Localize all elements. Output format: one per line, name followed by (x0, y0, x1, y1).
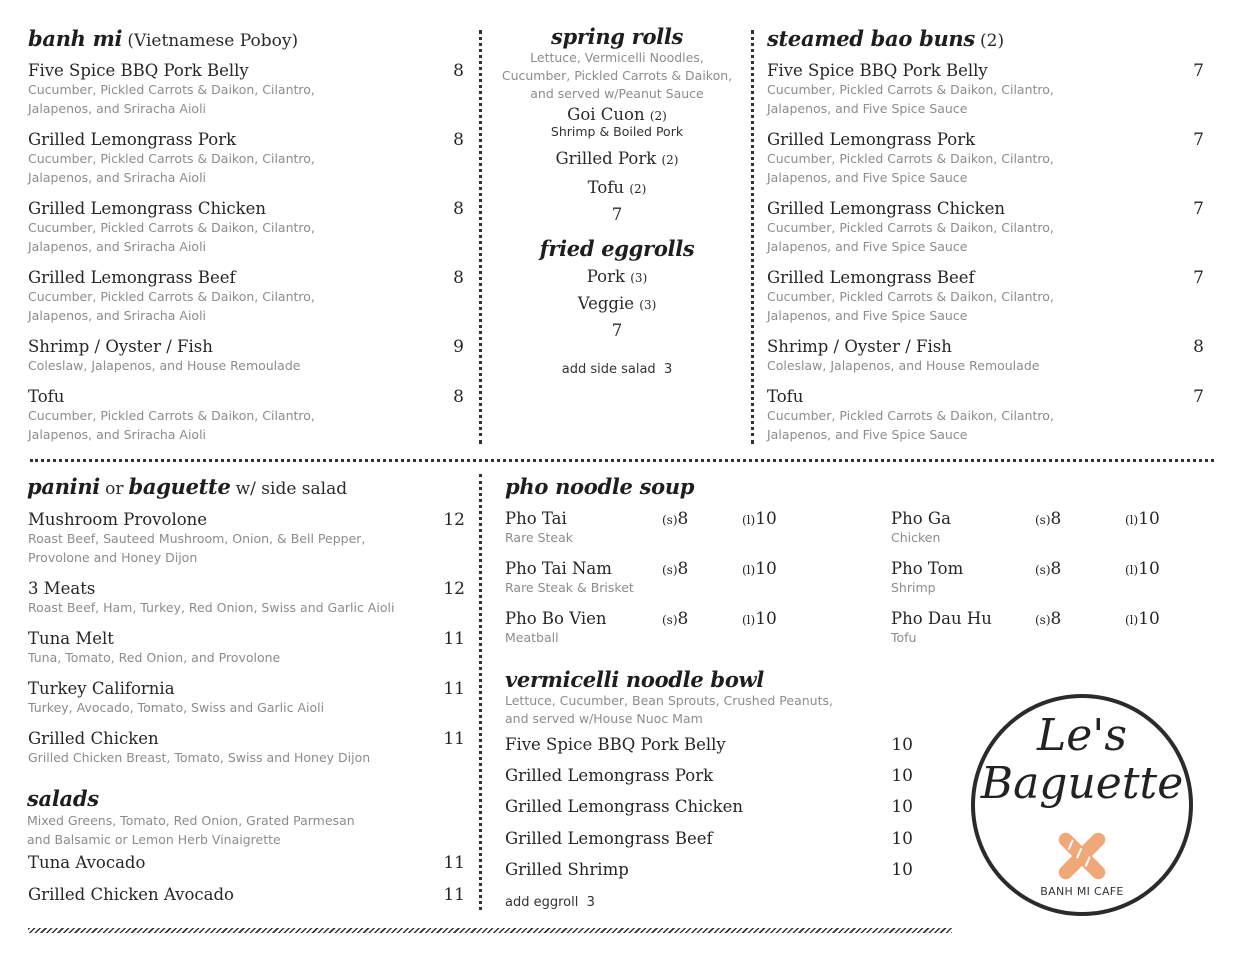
menu-item (767, 387, 1204, 444)
item-desc: Coleslaw, Jalapenos, and House Remoulade (767, 358, 1040, 373)
price-large: 10 (755, 609, 777, 629)
banh-mi-title: banh mi (28, 26, 123, 51)
logo-line2: Baguette (980, 758, 1184, 809)
item-price: 9 (453, 337, 464, 357)
item-price: 10 (891, 735, 913, 755)
fried-eggrolls-title: fried eggrolls (539, 236, 695, 261)
item-desc: Rare Steak & Brisket (505, 580, 634, 595)
item-price: 11 (443, 629, 465, 649)
item-desc: Jalapenos, and Five Spice Sauce (767, 308, 968, 323)
item-name: Grilled Lemongrass Chicken (767, 199, 1006, 218)
pho-price-small (1035, 559, 1061, 579)
price-small: 8 (677, 509, 689, 529)
menu-item (505, 860, 913, 879)
eggroll-pork (488, 267, 746, 286)
item-desc: Turkey, Avocado, Tomato, Swiss and Garlic Aioli (28, 700, 325, 715)
item-price: 11 (443, 885, 465, 905)
item-name: Grilled Chicken (28, 729, 159, 748)
price-large: 10 (1138, 559, 1160, 579)
salads-section (27, 786, 465, 849)
item-desc: Roast Beef, Sauteed Mushroom, Onion, & Bell Pepper, (28, 531, 366, 546)
size-label-small: (s) (662, 613, 678, 627)
item-desc: Cucumber, Pickled Carrots & Daikon, Cilantro, (28, 408, 315, 423)
price-small: 8 (1050, 609, 1062, 629)
pho-price-large (1125, 509, 1160, 529)
item-desc: Jalapenos, and Sriracha Aioli (28, 170, 207, 185)
item-price: 7 (1193, 199, 1204, 219)
pho-price-large (742, 559, 777, 579)
menu-item (28, 268, 464, 325)
item-name: Grilled Lemongrass Pork (505, 766, 714, 785)
eggroll-veggie-name: Veggie (577, 294, 635, 313)
item-name: Grilled Lemongrass Beef (28, 268, 236, 287)
menu-item (28, 729, 465, 767)
eggroll-pork-name: Pork (586, 267, 625, 286)
menu-item (767, 337, 1204, 375)
spring-rolls-desc: Lettuce, Vermicelli Noodles, (530, 50, 704, 65)
menu-item (28, 387, 464, 444)
panini-title: panini (27, 474, 100, 499)
item-desc: Cucumber, Pickled Carrots & Daikon, Cilantro, (767, 408, 1054, 423)
logo-tagline: BANH MI CAFE (1040, 885, 1124, 898)
logo-line1: Le's (1037, 710, 1127, 761)
item-desc: Provolone and Honey Dijon (28, 550, 198, 565)
vermicelli-desc: Lettuce, Cucumber, Bean Sprouts, Crushed Peanuts, (505, 693, 833, 708)
item-desc: Cucumber, Pickled Carrots & Daikon, Cilantro, (767, 82, 1054, 97)
item-name: 3 Meats (28, 579, 96, 598)
size-label-small: (s) (1035, 613, 1051, 627)
goi-cuon-name: Goi Cuon (567, 105, 645, 124)
item-price: 11 (443, 853, 465, 873)
eggroll-veggie (488, 294, 746, 313)
item-price: 10 (891, 829, 913, 849)
grilled-pork-qty: (2) (661, 153, 679, 167)
panini-subtitle: w/ side salad (235, 479, 348, 499)
item-name: Pho Ga (891, 509, 951, 528)
item-name: Grilled Lemongrass Chicken (505, 797, 744, 816)
pho-price-small (1035, 509, 1061, 529)
pho-price-large (742, 509, 777, 529)
goi-cuon-desc: Shrimp & Boiled Pork (550, 124, 684, 139)
eggroll-pork-qty: (3) (630, 271, 648, 285)
crossed-baguettes-icon (1052, 828, 1112, 884)
item-name: Grilled Lemongrass Pork (767, 130, 976, 149)
price-small: 8 (1050, 509, 1062, 529)
panini-header (27, 474, 347, 499)
add-eggroll: add eggroll 3 (505, 895, 595, 910)
item-price: 12 (443, 510, 465, 530)
menu-item (767, 199, 1204, 256)
item-name: Pho Tom (891, 559, 964, 578)
item-name: Tofu (28, 387, 65, 406)
item-desc: Rare Steak (505, 530, 574, 545)
vermicelli-section (505, 667, 925, 728)
menu-item (505, 797, 913, 816)
item-name: Grilled Lemongrass Pork (28, 130, 237, 149)
pho-title: pho noodle soup (505, 474, 695, 499)
spring-rolls-price: 7 (611, 205, 623, 224)
bottom-rule (28, 928, 952, 933)
item-desc: Tuna, Tomato, Red Onion, and Provolone (28, 650, 281, 665)
price-large: 10 (1138, 509, 1160, 529)
divider-horizontal (30, 459, 1214, 462)
pho-item (891, 609, 992, 647)
vermicelli-title: vermicelli noodle bowl (505, 667, 764, 692)
pho-item (505, 509, 573, 547)
item-desc: Jalapenos, and Five Spice Sauce (767, 101, 968, 116)
salads-title: salads (27, 786, 99, 811)
item-desc: Jalapenos, and Sriracha Aioli (28, 239, 207, 254)
bao-subtitle: (2) (980, 31, 1005, 51)
item-name: Grilled Lemongrass Beef (505, 829, 713, 848)
goi-cuon (488, 105, 746, 124)
item-price: 7 (1193, 61, 1204, 81)
menu-item (28, 61, 464, 118)
item-desc: Jalapenos, and Sriracha Aioli (28, 308, 207, 323)
item-desc: Coleslaw, Jalapenos, and House Remoulade (28, 358, 301, 373)
price-large: 10 (755, 559, 777, 579)
pho-item (891, 509, 951, 547)
item-name: Grilled Lemongrass Chicken (28, 199, 267, 218)
item-price: 7 (1193, 387, 1204, 407)
item-desc: Grilled Chicken Breast, Tomato, Swiss and Honey Dijon (28, 750, 371, 765)
tofu-roll-name: Tofu (587, 178, 625, 197)
item-desc: Cucumber, Pickled Carrots & Daikon, Cilantro, (767, 220, 1054, 235)
tofu-roll (488, 178, 746, 197)
size-label-small: (s) (1035, 513, 1051, 527)
item-price: 7 (1193, 130, 1204, 150)
divider-vertical-3 (479, 474, 482, 910)
item-name: Pho Dau Hu (891, 609, 992, 628)
item-name: Pho Bo Vien (505, 609, 607, 628)
item-desc: Roast Beef, Ham, Turkey, Red Onion, Swiss and Garlic Aioli (28, 600, 395, 615)
add-side-salad: add side salad 3 (561, 362, 673, 377)
menu-item (505, 766, 913, 785)
menu-item (28, 629, 465, 667)
item-name: Grilled Lemongrass Beef (767, 268, 975, 287)
item-price: 8 (453, 130, 464, 150)
price-small: 8 (1050, 559, 1062, 579)
item-price: 10 (891, 797, 913, 817)
item-name: Tuna Avocado (28, 853, 146, 872)
salads-desc: Mixed Greens, Tomato, Red Onion, Grated Parmesan (27, 813, 355, 828)
baguette-title: baguette (128, 474, 231, 499)
item-price: 10 (891, 860, 913, 880)
item-desc: Cucumber, Pickled Carrots & Daikon, Cilantro, (767, 289, 1054, 304)
item-name: Pho Tai Nam (505, 559, 612, 578)
eggroll-veggie-qty: (3) (639, 298, 657, 312)
pho-item (891, 559, 963, 597)
size-label-large: (l) (742, 613, 756, 627)
item-desc: Jalapenos, and Five Spice Sauce (767, 427, 968, 442)
menu-item (505, 735, 913, 754)
pho-price-large (1125, 559, 1160, 579)
item-name: Tuna Melt (28, 629, 114, 648)
menu-item (28, 337, 464, 375)
item-price: 7 (1193, 268, 1204, 288)
item-name: Turkey California (28, 679, 175, 698)
item-price: 10 (891, 766, 913, 786)
size-label-large: (l) (1125, 613, 1139, 627)
pho-item (505, 609, 607, 647)
price-small: 8 (677, 609, 689, 629)
item-desc: Chicken (891, 530, 941, 545)
spring-rolls-desc: and served w/Peanut Sauce (530, 86, 704, 101)
menu-item (767, 268, 1204, 325)
item-name: Tofu (767, 387, 804, 406)
banh-mi-subtitle: (Vietnamese Poboy) (127, 31, 299, 51)
item-name: Shrimp / Oyster / Fish (767, 337, 952, 356)
spring-rolls-desc: Cucumber, Pickled Carrots & Daikon, (501, 68, 733, 83)
item-desc: Meatball (505, 630, 559, 645)
item-name: Five Spice BBQ Pork Belly (767, 61, 988, 80)
menu-item (505, 829, 913, 848)
item-price: 11 (443, 679, 465, 699)
grilled-pork-roll (488, 149, 746, 168)
size-label-small: (s) (1035, 563, 1051, 577)
menu-item (28, 579, 465, 617)
item-desc: Tofu (891, 630, 917, 645)
salads-desc: and Balsamic or Lemon Herb Vinaigrette (27, 832, 281, 847)
size-label-small: (s) (662, 563, 678, 577)
item-name: Pho Tai (505, 509, 567, 528)
goi-cuon-qty: (2) (649, 109, 667, 123)
item-name: Five Spice BBQ Pork Belly (505, 735, 726, 754)
item-name: Shrimp / Oyster / Fish (28, 337, 213, 356)
logo (971, 694, 1193, 916)
item-desc: Cucumber, Pickled Carrots & Daikon, Cilantro, (767, 151, 1054, 166)
pho-price-large (742, 609, 777, 629)
item-desc: Cucumber, Pickled Carrots & Daikon, Cilantro, (28, 289, 315, 304)
spring-rolls-section (488, 24, 746, 377)
size-label-large: (l) (742, 513, 756, 527)
item-price: 8 (453, 387, 464, 407)
pho-price-large (1125, 609, 1160, 629)
item-desc: Cucumber, Pickled Carrots & Daikon, Cilantro, (28, 220, 315, 235)
item-desc: Jalapenos, and Five Spice Sauce (767, 239, 968, 254)
item-name: Grilled Shrimp (505, 860, 629, 879)
menu-item (767, 61, 1204, 118)
item-desc: Jalapenos, and Five Spice Sauce (767, 170, 968, 185)
menu-item (767, 130, 1204, 187)
item-desc: Cucumber, Pickled Carrots & Daikon, Cilantro, (28, 151, 315, 166)
price-small: 8 (677, 559, 689, 579)
item-price: 12 (443, 579, 465, 599)
item-price: 8 (453, 199, 464, 219)
item-desc: Jalapenos, and Sriracha Aioli (28, 427, 207, 442)
item-name: Mushroom Provolone (28, 510, 208, 529)
item-name: Grilled Chicken Avocado (28, 885, 234, 904)
price-large: 10 (1138, 609, 1160, 629)
size-label-large: (l) (1125, 563, 1139, 577)
pho-price-small (662, 609, 688, 629)
menu-item (28, 199, 464, 256)
size-label-large: (l) (1125, 513, 1139, 527)
item-price: 8 (1193, 337, 1204, 357)
item-price: 8 (453, 61, 464, 81)
item-desc: Shrimp (891, 580, 936, 595)
bao-title: steamed bao buns (767, 26, 975, 51)
panini-or: or (105, 479, 124, 499)
menu-item (28, 510, 465, 567)
eggrolls-price: 7 (611, 321, 623, 340)
pho-item (505, 559, 634, 597)
spring-rolls-title: spring rolls (550, 24, 684, 49)
menu-item (28, 885, 465, 904)
vermicelli-desc: and served w/House Nuoc Mam (505, 711, 703, 726)
size-label-small: (s) (662, 513, 678, 527)
price-large: 10 (755, 509, 777, 529)
pho-price-small (662, 509, 688, 529)
menu-item (28, 853, 465, 872)
pho-price-small (1035, 609, 1061, 629)
menu-item (28, 679, 465, 717)
item-price: 8 (453, 268, 464, 288)
pho-price-small (662, 559, 688, 579)
size-label-large: (l) (742, 563, 756, 577)
item-desc: Cucumber, Pickled Carrots & Daikon, Cilantro, (28, 82, 315, 97)
item-name: Five Spice BBQ Pork Belly (28, 61, 249, 80)
bao-header (767, 26, 1004, 51)
menu-item (28, 130, 464, 187)
grilled-pork-name: Grilled Pork (555, 149, 657, 168)
tofu-roll-qty: (2) (629, 182, 647, 196)
divider-vertical-2 (751, 30, 754, 444)
banh-mi-header (28, 26, 298, 51)
divider-vertical-1 (479, 30, 482, 444)
item-price: 11 (443, 729, 465, 749)
item-desc: Jalapenos, and Sriracha Aioli (28, 101, 207, 116)
